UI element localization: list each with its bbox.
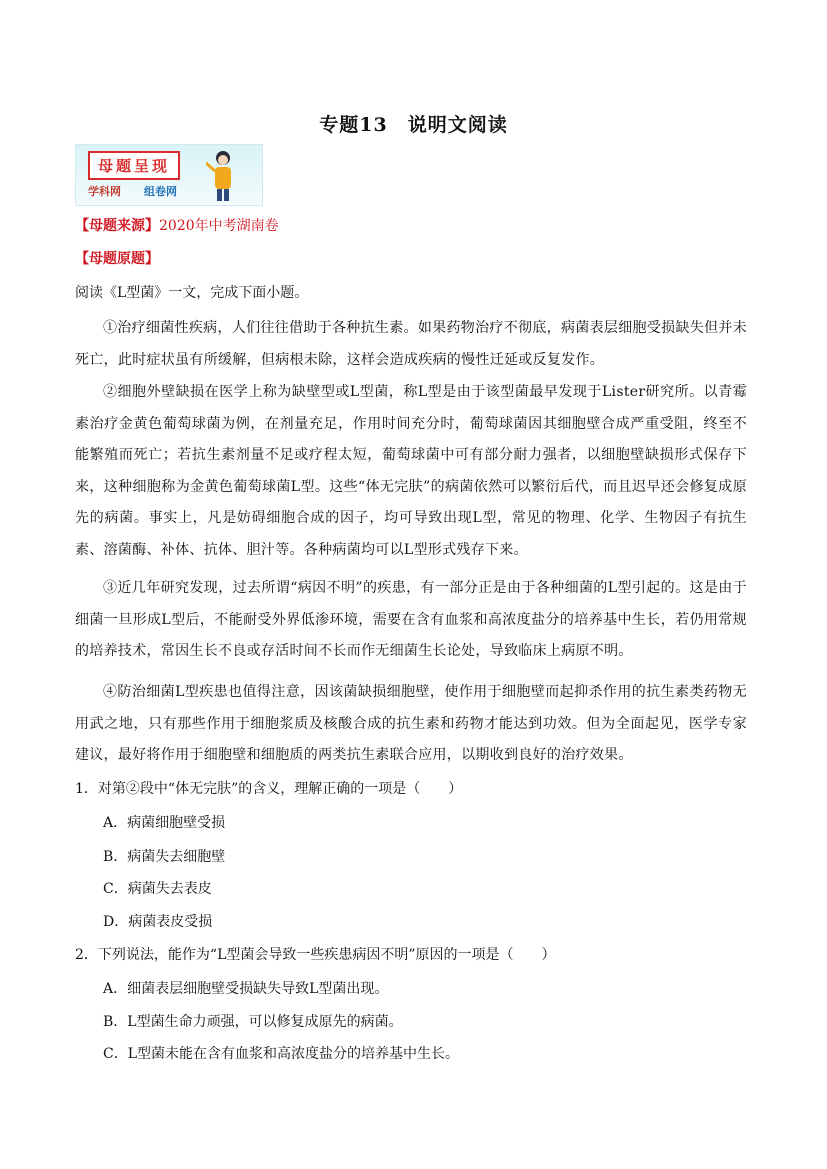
banner-image — [75, 144, 263, 206]
question-2-option-c: C．L型菌未能在含有血浆和高浓度盐分的培养基中生长。 — [103, 1046, 460, 1062]
teacher-figure-icon — [206, 149, 240, 203]
paragraph-3: ③近几年研究发现，过去所谓“病因不明”的疾患，有一部分正是由于各种细菌的L型引起的。这是由于细菌一旦形成L型后，不能耐受外界低渗环境，需要在含有血浆和高浓度盐分的培养基中生长，若仍用常规的培养技术，常因生长不良或存活时间不长而作无细菌生长论处，导致临床上病原不明。 — [75, 580, 747, 659]
question-1-option-b: B．病菌失去细胞壁 — [103, 849, 226, 865]
question-2-stem: 2．下列说法，能作为“L型菌会导致一些疾患病因不明”原因的一项是（ ） — [75, 947, 556, 963]
zujuanwang-logo: 组卷网 — [144, 185, 177, 198]
xuekewang-logo: 学科网 — [88, 185, 121, 198]
question-1-option-a: A．病菌细胞壁受损 — [103, 815, 226, 831]
paragraph-2: ②细胞外壁缺损在医学上称为缺壁型或L型菌，称L型是由于该型菌最早发现于Lister研究所。以青霉素治疗金黄色葡萄球菌为例，在剂量充足，作用时间充分时，葡萄球菌因其细胞壁合成严重受阻，终至不能繁殖而死亡；若抗生素剂量不足或疗程太短，葡萄球菌中可有部分耐力强者，以细胞壁缺损形式保存下来，这种细胞称为金黄色葡萄球菌L型。这些“体无完肤”的病菌依然可以繁衍后代，而且迟早还会修复成原先的病菌。事实上，凡是妨碍细胞合成的因子，均可导致出现L型，常见的物理、化学、生物因子有抗生素、溶菌酶、补体、抗体、胆汁等。各种病菌均可以L型形式残存下来。 — [75, 384, 747, 558]
instruction: 阅读《L型菌》一文，完成下面小题。 — [75, 285, 309, 301]
source-line — [75, 217, 755, 235]
banner-title: 母题呈现 — [88, 151, 180, 180]
question-1-option-c: C．病菌失去表皮 — [103, 881, 212, 897]
source-value: 2020年中考湖南卷 — [159, 218, 279, 234]
page-title: 专题13 说明文阅读 — [319, 114, 508, 136]
question-1-stem: 1．对第②段中“体无完肤”的含义，理解正确的一项是（ ） — [75, 781, 463, 797]
source-label: 【母题来源】 — [75, 218, 159, 234]
question-2-option-b: B．L型菌生命力顽强，可以修复成原先的病菌。 — [103, 1014, 403, 1030]
paragraph-4: ④防治细菌L型疾患也值得注意，因该菌缺损细胞壁，使作用于细胞壁而起抑杀作用的抗生素类药物无用武之地，只有那些作用于细胞浆质及核酸合成的抗生素和药物才能达到功效。但为全面起见，医学专家建议，最好将作用于细胞壁和细胞质的两类抗生素联合应用，以期收到良好的治疗效果。 — [75, 684, 747, 763]
paragraph-1: ①治疗细菌性疾病，人们往往借助于各种抗生素。如果药物治疗不彻底，病菌表层细胞受损缺失但并未死亡，此时症状虽有所缓解，但病根未除，这样会造成疾病的慢性迁延或反复发作。 — [75, 320, 747, 368]
question-1-option-d: D．病菌表皮受损 — [103, 914, 213, 930]
original-label: 【母题原题】 — [75, 251, 159, 267]
question-2-option-a: A．细菌表层细胞壁受损缺失导致L型菌出现。 — [103, 981, 389, 997]
